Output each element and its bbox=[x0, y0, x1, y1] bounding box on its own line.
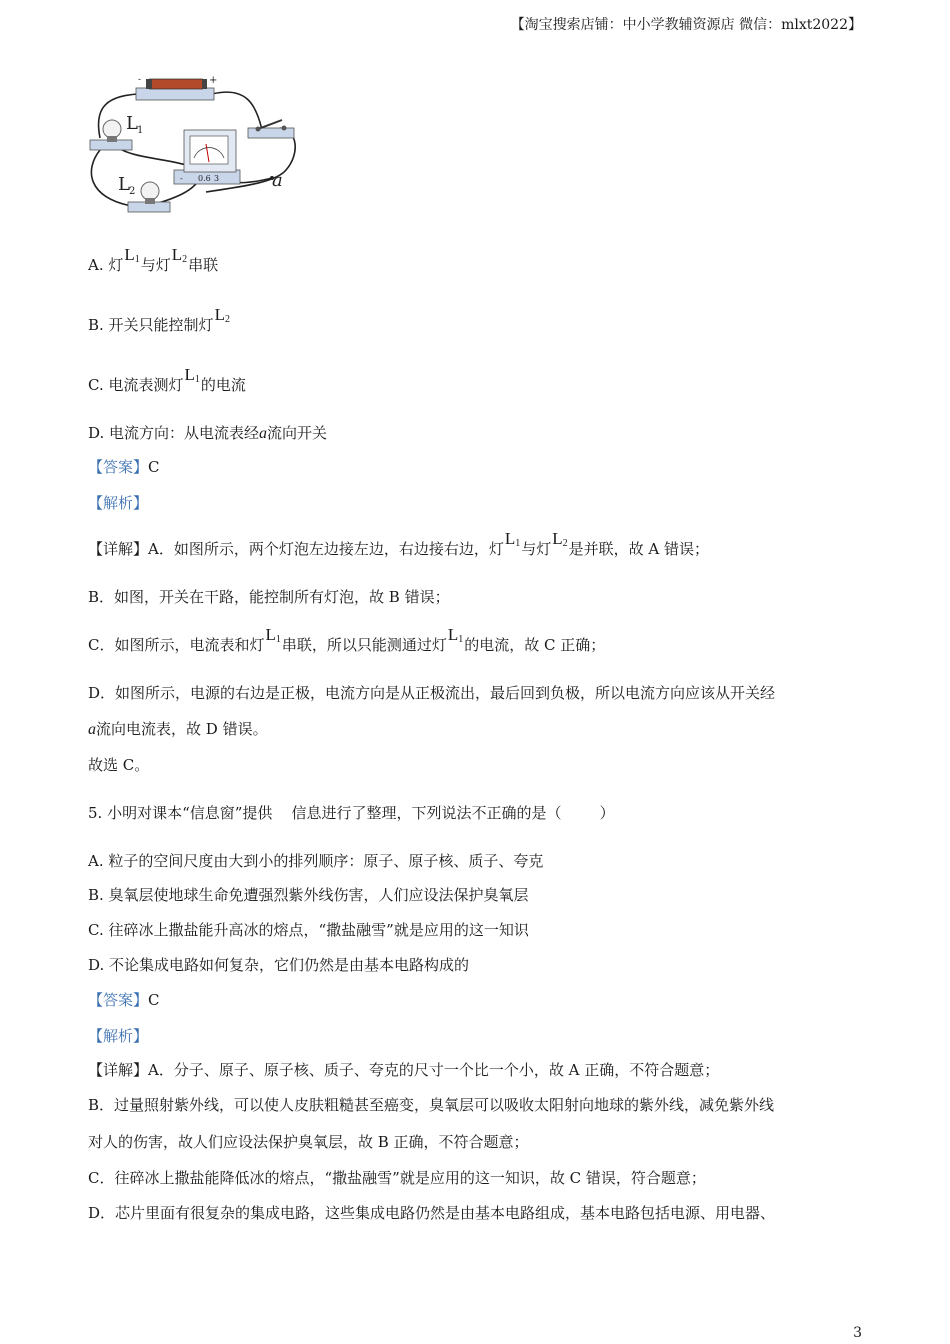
q5-detail-b-line1: B．过量照射紫外线，可以使人皮肤粗糙甚至癌变，臭氧层可以吸收太阳射向地球的紫外线，减免紫外线 bbox=[88, 1096, 775, 1114]
q4-option-b: B. 开关只能控制灯$L_2$ bbox=[88, 305, 230, 334]
q5-detail-c: C．往碎冰上撒盐能降低冰的熔点，“撒盐融雪”就是应用的这一知识，故 C 错误，符合题意； bbox=[88, 1169, 706, 1187]
battery-plus-label: + bbox=[209, 75, 218, 86]
q5-option-b: B. 臭氧层使地球生命免遭强烈紫外线伤害，人们应设法保护臭氧层 bbox=[88, 886, 529, 904]
q4-detail-c: C．如图所示，电流表和灯$L_1$串联，所以只能测通过灯$L_1$的电流，故 C 正确； bbox=[88, 625, 606, 654]
lamp-l1-subscript: 1 bbox=[137, 125, 144, 136]
circuit-diagram bbox=[86, 74, 306, 220]
q5-answer: 【答案】C bbox=[88, 991, 160, 1009]
q4-detail-b: B．如图，开关在干路，能控制所有灯泡，故 B 错误； bbox=[88, 588, 450, 606]
q5-analysis-tag: 【解析】 bbox=[88, 1027, 149, 1045]
q5-detail-d: D．芯片里面有很复杂的集成电路，这些集成电路仍然是由基本电路组成，基本电路包括电源、用电器、 bbox=[88, 1204, 776, 1222]
q5-detail-b-line2: 对人的伤害，故人们应设法保护臭氧层，故 B 正确，不符合题意； bbox=[88, 1133, 529, 1151]
battery-icon bbox=[136, 79, 214, 100]
q4-detail-d-line2: a流向电流表，故 D 错误。 bbox=[88, 720, 268, 738]
q5-option-d: D. 不论集成电路如何复杂，它们仍然是由基本电路构成的 bbox=[88, 956, 470, 974]
lamp-l2-subscript: 2 bbox=[129, 186, 136, 197]
q4-detail-a: 【详解】A．如图所示，两个灯泡左边接左边，右边接右边，灯$L_1$与灯$L_2$是并联，故 A 错误； bbox=[88, 529, 710, 558]
q4-option-a: A. 灯$L_1$与灯$L_2$串联 bbox=[88, 245, 219, 274]
q5-option-c: C. 往碎冰上撒盐能升高冰的熔点，“撒盐融雪”就是应用的这一知识 bbox=[88, 921, 529, 939]
ammeter-minus-label: - bbox=[180, 174, 183, 183]
q4-option-d: D. 电流方向：从电流表经a流向开关 bbox=[88, 424, 328, 442]
q4-conclusion: 故选 C。 bbox=[88, 756, 150, 774]
q4-analysis-tag: 【解析】 bbox=[88, 494, 149, 512]
q5-option-a: A. 粒子的空间尺度由大到小的排列顺序：原子、原子核、质子、夸克 bbox=[88, 852, 544, 870]
q4-detail-d-line1: D．如图所示，电源的右边是正极，电流方向是从正极流出，最后回到负极，所以电流方向应该从开关经 bbox=[88, 684, 776, 702]
point-a-label: a bbox=[272, 170, 283, 191]
battery-minus-label: - bbox=[138, 75, 142, 85]
q4-option-c: C. 电流表测灯$L_1$的电流 bbox=[88, 365, 246, 394]
q4-answer: 【答案】C bbox=[88, 458, 160, 476]
page-number: 3 bbox=[853, 1325, 862, 1341]
q5-detail-a: 【详解】A．分子、原子、原子核、质子、夸克的尺寸一个比一个小，故 A 正确，不符合题意； bbox=[88, 1061, 720, 1079]
q5-stem: 5. 小明对课本“信息窗”提供 信息进行了整理，下列说法不正确的是（ ） bbox=[88, 804, 615, 822]
ammeter-3-label: 3 bbox=[214, 174, 220, 183]
ammeter-0.6-label: 0.6 bbox=[198, 174, 211, 183]
page-header: 【淘宝搜索店铺：中小学教辅资源店 微信：mlxt2022】 bbox=[510, 17, 862, 33]
switch-icon bbox=[248, 120, 294, 138]
lamp-l1-label: L bbox=[126, 113, 138, 134]
lamp-l2-label: L bbox=[118, 174, 130, 195]
